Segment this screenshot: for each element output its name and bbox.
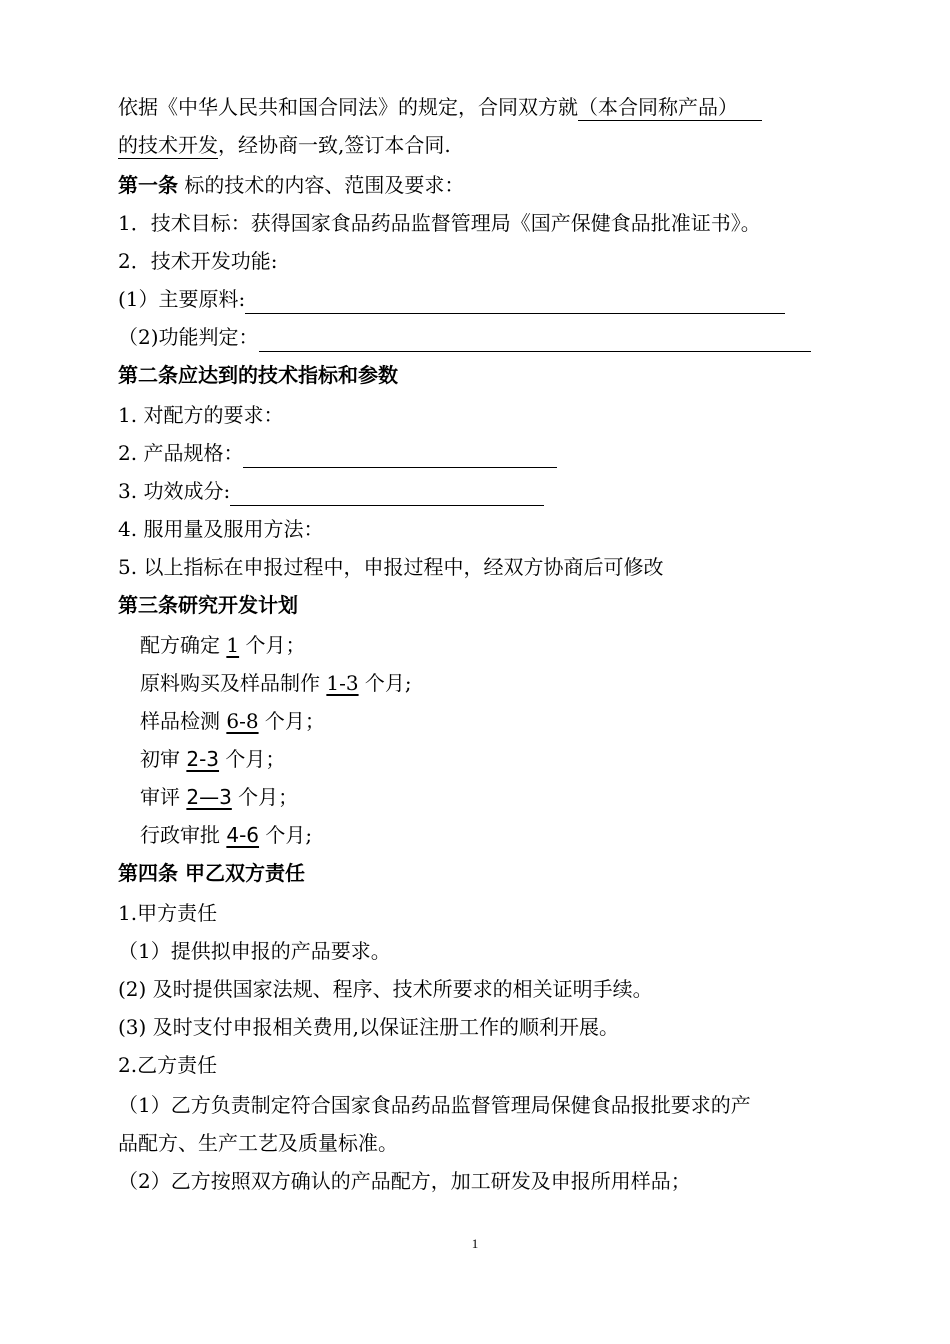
article3-heading: 第三条研究开发计划 [118,593,298,617]
article4-heading: 第四条 甲乙双方责任 [118,861,305,885]
party-b-item1-line2: 品配方、生产工艺及质量标准。 [118,1131,398,1155]
schedule-label: 审评 [140,785,187,809]
ingredient-label: 3. 功效成分: [118,479,231,503]
schedule-label: 初审 [140,747,187,771]
spec-label: 2. 产品规格： [118,441,244,465]
schedule-value: 1 [226,633,240,657]
ingredient-blank [230,481,544,506]
schedule-item [140,782,298,812]
page-number: 1 [471,1236,479,1251]
intro-text: 依据《中华人民共和国合同法》的规定，合同双方就 [118,95,578,119]
schedule-label: 行政审批 [140,823,227,847]
product-name-field: （本合同称产品） [578,94,762,121]
schedule-label: 样品检测 [140,709,227,733]
article2-item4: 4. 服用量及服用方法： [118,517,324,541]
schedule-unit: 个月； [239,633,306,657]
party-b-item1-line1: （1）乙方负责制定符合国家食品药品监督管理局保健食品报批要求的产 [118,1093,751,1117]
schedule-value: 4-6 [226,823,260,847]
schedule-label: 原料购买及样品制作 [140,671,327,695]
article1-item2: 2．技术开发功能: [118,249,278,273]
intro-line-1 [118,92,762,122]
function-label: （2)功能判定： [118,325,259,349]
article1-function [118,322,811,352]
spec-blank [243,443,557,468]
article2-item3 [118,476,544,506]
schedule-value: 1-3 [326,671,359,695]
intro-line-2 [118,130,451,160]
article1-raw-materials [118,284,785,314]
article1-title: 标的技术的内容、范围及要求： [178,173,465,197]
schedule-value: 2-3 [186,747,220,771]
article1-heading [118,170,464,200]
schedule-item [140,706,325,736]
article1-item1: 1．技术目标：获得国家食品药品监督管理局《国产保健食品批准证书》。 [118,211,761,235]
party-a-title: 1.甲方责任 [118,901,218,925]
schedule-unit: 个月; [259,823,313,847]
article2-item1: 1. 对配方的要求： [118,403,284,427]
schedule-unit: 个月； [219,747,286,771]
development-type: 的技术开发 [118,133,218,157]
article2-item2 [118,438,557,468]
intro-text-2: ，经协商一致,签订本合同. [218,133,451,157]
raw-materials-blank [245,289,785,314]
party-a-item1: （1）提供拟申报的产品要求。 [118,939,391,963]
schedule-unit: 个月； [258,709,325,733]
schedule-item [140,744,285,774]
schedule-item [140,668,412,698]
party-a-item2: (2) 及时提供国家法规、程序、技术所要求的相关证明手续。 [118,977,653,1001]
article2-heading: 第二条应达到的技术指标和参数 [118,363,398,387]
schedule-item [140,630,305,660]
schedule-value: 2—3 [186,785,232,809]
schedule-item [140,820,312,850]
function-blank [259,327,811,352]
raw-materials-label: (1）主要原料: [118,287,246,311]
schedule-unit: 个月; [358,671,412,695]
article2-item5: 5. 以上指标在申报过程中，申报过程中，经双方协商后可修改 [118,555,664,579]
party-b-title: 2.乙方责任 [118,1053,218,1077]
schedule-value: 6-8 [226,709,259,733]
schedule-label: 配方确定 [140,633,227,657]
schedule-unit: 个月； [231,785,299,809]
article1-label: 第一条 [118,173,178,197]
party-b-item2: （2）乙方按照双方确认的产品配方，加工研发及申报所用样品； [118,1169,691,1193]
party-a-item3: (3) 及时支付申报相关费用,以保证注册工作的顺利开展。 [118,1015,620,1039]
